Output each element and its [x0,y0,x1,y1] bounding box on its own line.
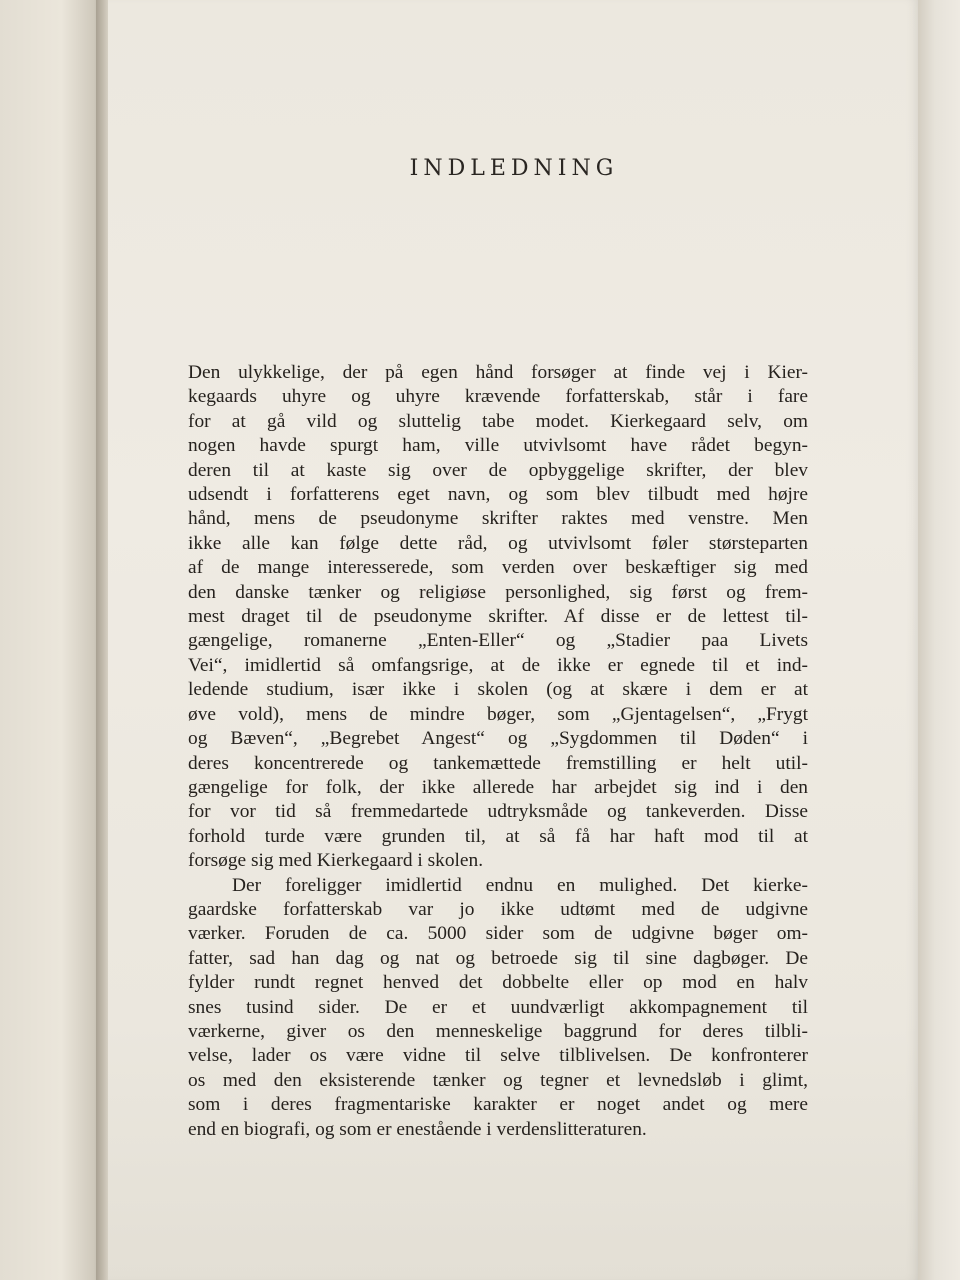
text-line: os med den eksisterende tænker og tegner et levnedsløb i glimt, [188,1069,808,1091]
text-line: den danske tænker og religiøse personlighed, sig først og frem- [188,581,808,603]
text-line: værker. Foruden de ca. 5000 sider som de udgivne bøger om- [188,923,808,945]
text-line: ikke alle kan følge dette råd, og utvivlsomt føler størsteparten [188,532,808,554]
text-line: øve vold), mens de mindre bøger, som „Gjentagelsen“, „Frygt [188,703,808,725]
text-line: gængelige for folk, der ikke allerede har arbejdet sig ind i den [188,776,808,798]
text-line: snes tusind sider. De er et uundværligt akkompagnement til [188,996,808,1018]
facing-page-edge [0,0,102,1280]
text-line: værkerne, giver os den menneskelige baggrund for deres tilbli- [188,1020,808,1042]
text-line: end en biografi, og som er enestående i verdenslitteraturen. [188,1118,647,1140]
text-line: for at gå vild og sluttelig tabe modet. Kierkegaard selv, om [188,410,808,432]
text-line: udsendt i forfatterens eget navn, og som blev tilbudt med højre [188,484,808,506]
paragraph-2 [188,874,808,1142]
text-line: for vor tid så fremmedartede udtryksmåde og tankeverden. Disse [188,801,808,823]
text-line: fatter, sad han dag og nat og betroede sig til sine dagbøger. De [188,947,808,969]
text-line: forsøge sig med Kierkegaard i skolen. [188,850,484,872]
text-line: Den ulykkelige, der på egen hånd forsøger at finde vej i Kier- [188,362,808,383]
text-line: deren til at kaste sig over de opbyggelige skrifter, der blev [188,459,808,481]
text-line: hånd, mens de pseudonyme skrifter raktes med venstre. Men [188,508,808,530]
text-line: fylder rundt regnet henved det dobbelte eller op mod en halv [188,972,808,994]
text-line: og Bæven“, „Begrebet Angest“ og „Sygdommen til Døden“ i [188,728,808,750]
text-line: nogen havde spurgt ham, ville utvivlsomt have rådet begyn- [188,435,808,457]
text-line: velse, lader os være vidne til selve tilblivelsen. De konfronterer [188,1045,808,1067]
paragraph-1 [188,361,808,874]
text-line: gaardske forfatterskab var jo ikke udtømt med de udgivne [188,898,808,920]
text-line: deres koncentrerede og tankemættede fremstilling er helt util- [188,752,808,774]
body-text [188,361,808,1142]
text-line: af de mange interesserede, som verden over beskæftiger sig med [188,557,808,579]
text-line: gængelige, romanerne „Enten-Eller“ og „Stadier paa Livets [188,630,808,652]
text-line: som i deres fragmentariske karakter er noget andet og mere [188,1094,808,1116]
page-edge-right [918,0,960,1280]
text-line: Vei“, imidlertid så omfangsrige, at de ikke er egnede til et ind- [188,654,808,676]
text-line: kegaards uhyre og uhyre krævende forfatterskab, står i fare [188,386,808,408]
text-line: ledende studium, især ikke i skolen (og at skære i dem er at [188,679,808,701]
text-line: Der foreligger imidlertid endnu en mulighed. Det kierke- [232,874,808,896]
chapter-title: INDLEDNING [409,156,619,181]
text-line: mest draget til de pseudonyme skrifter. Af disse er de lettest til- [188,606,808,628]
text-line: forhold turde være grunden til, at så få har haft mod til at [188,825,808,847]
